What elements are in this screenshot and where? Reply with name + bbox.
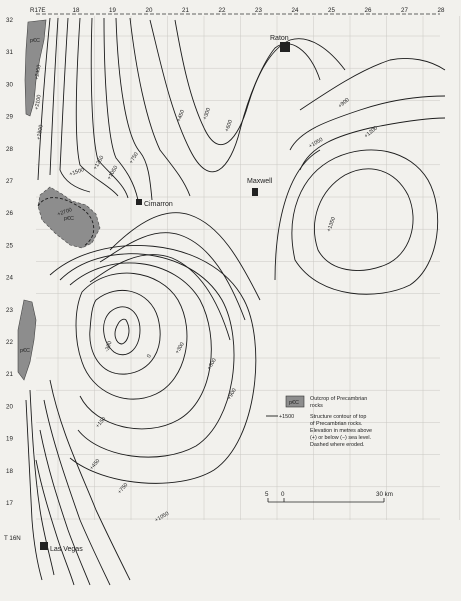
range-label: 24	[291, 7, 299, 14]
legend-contour-text-4: (+) or below (−) sea level.	[310, 435, 372, 441]
contour-label: +900	[226, 387, 238, 401]
township-labels	[6, 17, 13, 507]
contour-raton-600	[175, 20, 345, 145]
legend	[266, 396, 372, 448]
town-cimarron-symbol	[136, 199, 142, 205]
outcrop-label-cimarron: p€C	[64, 216, 74, 222]
contour-low-inner-1	[115, 319, 129, 344]
contour-label: +600	[206, 357, 218, 371]
outcrop-label-north: p€C	[30, 38, 40, 44]
contour-south-750	[40, 430, 90, 585]
township-label: 28	[6, 145, 13, 153]
contour-label: +1050	[106, 164, 120, 181]
range-label: 22	[218, 7, 226, 14]
legend-contour-text-1: Structure contour of top	[310, 414, 367, 420]
town-las-vegas-symbol	[40, 542, 48, 550]
town-raton-symbol	[280, 42, 290, 52]
outcrop-label-south: p€C	[20, 348, 30, 354]
contour-label: +600	[224, 119, 235, 133]
township-label: 25	[6, 242, 13, 250]
contour-750	[116, 18, 152, 200]
legend-contour-text-2: of Precambrian rocks.	[310, 421, 363, 427]
legend-contour-sample: +1500	[279, 414, 295, 420]
contour-mid-900	[110, 213, 260, 300]
range-label: 21	[182, 7, 189, 14]
township-label: 20	[6, 403, 13, 411]
town-cimarron	[136, 199, 173, 208]
scale-zero-label: 0	[281, 491, 285, 498]
town-las-vegas-label: Las Vegas	[50, 546, 83, 553]
contour-label: +2400	[34, 64, 43, 81]
contour-label: +450	[176, 109, 187, 123]
contour-label: +1800	[36, 124, 45, 141]
township-label: 18	[6, 467, 13, 475]
contour-label: +900	[337, 97, 351, 110]
range-labels	[30, 7, 445, 14]
contour-low-900	[50, 245, 256, 483]
contour-label: +450	[88, 458, 102, 472]
town-maxwell-label: Maxwell	[247, 178, 273, 185]
town-maxwell	[247, 178, 273, 196]
contour-label: +1350	[326, 216, 338, 233]
legend-contour-text-5: Dashed where eroded.	[310, 442, 365, 448]
contour-1800	[60, 18, 90, 192]
contour-raton-300	[150, 20, 320, 172]
township-label: 19	[6, 435, 13, 443]
township-label: 17	[6, 500, 13, 507]
township-label: 29	[6, 113, 13, 121]
range-label: 28	[437, 7, 445, 14]
township-label: 26	[6, 210, 13, 218]
town-cimarron-label: Cimarron	[144, 201, 173, 208]
outcrop-south	[18, 300, 36, 380]
township-label: 22	[6, 339, 13, 346]
contour-450	[130, 18, 190, 196]
contour-2100	[50, 18, 58, 175]
range-label: 18	[72, 7, 80, 14]
contour-1350-outer	[292, 150, 438, 294]
contour-west-edge-2	[26, 400, 42, 580]
contour-label: +750	[116, 482, 130, 496]
township-label: 27	[6, 178, 13, 185]
legend-contour-text-3: Elevation in metres above	[310, 428, 373, 434]
scale-left-label: 5	[265, 491, 269, 498]
contour-label: +1500	[68, 167, 85, 178]
contour-label: +150	[94, 416, 108, 430]
township-label: 23	[6, 306, 13, 314]
structure-contours	[26, 18, 445, 585]
contour-label: +1050	[308, 136, 325, 150]
range-label: 27	[401, 7, 408, 14]
legend-outcrop-symbol: p€C	[289, 400, 299, 406]
township-label: 31	[6, 49, 13, 57]
legend-outcrop-text-1: Outcrop of Precambrian	[310, 396, 368, 402]
contour-label: +2100	[34, 94, 43, 111]
contour-label: +1200	[363, 125, 379, 140]
contour-label: +2700	[56, 207, 73, 218]
contour-label: +750	[128, 151, 140, 165]
contour-label: +1050	[154, 510, 171, 524]
town-las-vegas	[40, 542, 83, 553]
township-label: 21	[6, 371, 13, 379]
contour-label: +300	[174, 341, 186, 355]
township-label: 24	[6, 274, 13, 282]
scale-bar	[265, 491, 393, 502]
township-label: 32	[6, 17, 13, 24]
town-raton	[270, 35, 290, 52]
contour-label: -300	[104, 340, 114, 353]
range-label: 26	[364, 7, 372, 14]
range-label: 19	[109, 7, 116, 14]
range-label: R17E	[30, 7, 46, 14]
township-base-label: T 16N	[4, 535, 21, 542]
town-maxwell-symbol	[252, 188, 258, 196]
contour-low-minus300	[90, 290, 160, 374]
range-label: 23	[255, 7, 262, 14]
scale-right-label: 30 km	[376, 491, 393, 498]
range-label: 20	[145, 7, 153, 14]
contour-label: 0	[146, 353, 153, 359]
range-label: 25	[328, 7, 335, 14]
contour-south-1050	[36, 460, 74, 585]
township-label: 30	[6, 81, 13, 89]
legend-outcrop-text-2: rocks	[310, 403, 323, 409]
contour-label: +300	[202, 107, 213, 121]
town-raton-label: Raton	[270, 35, 289, 42]
contour-label: +1350	[92, 154, 106, 171]
